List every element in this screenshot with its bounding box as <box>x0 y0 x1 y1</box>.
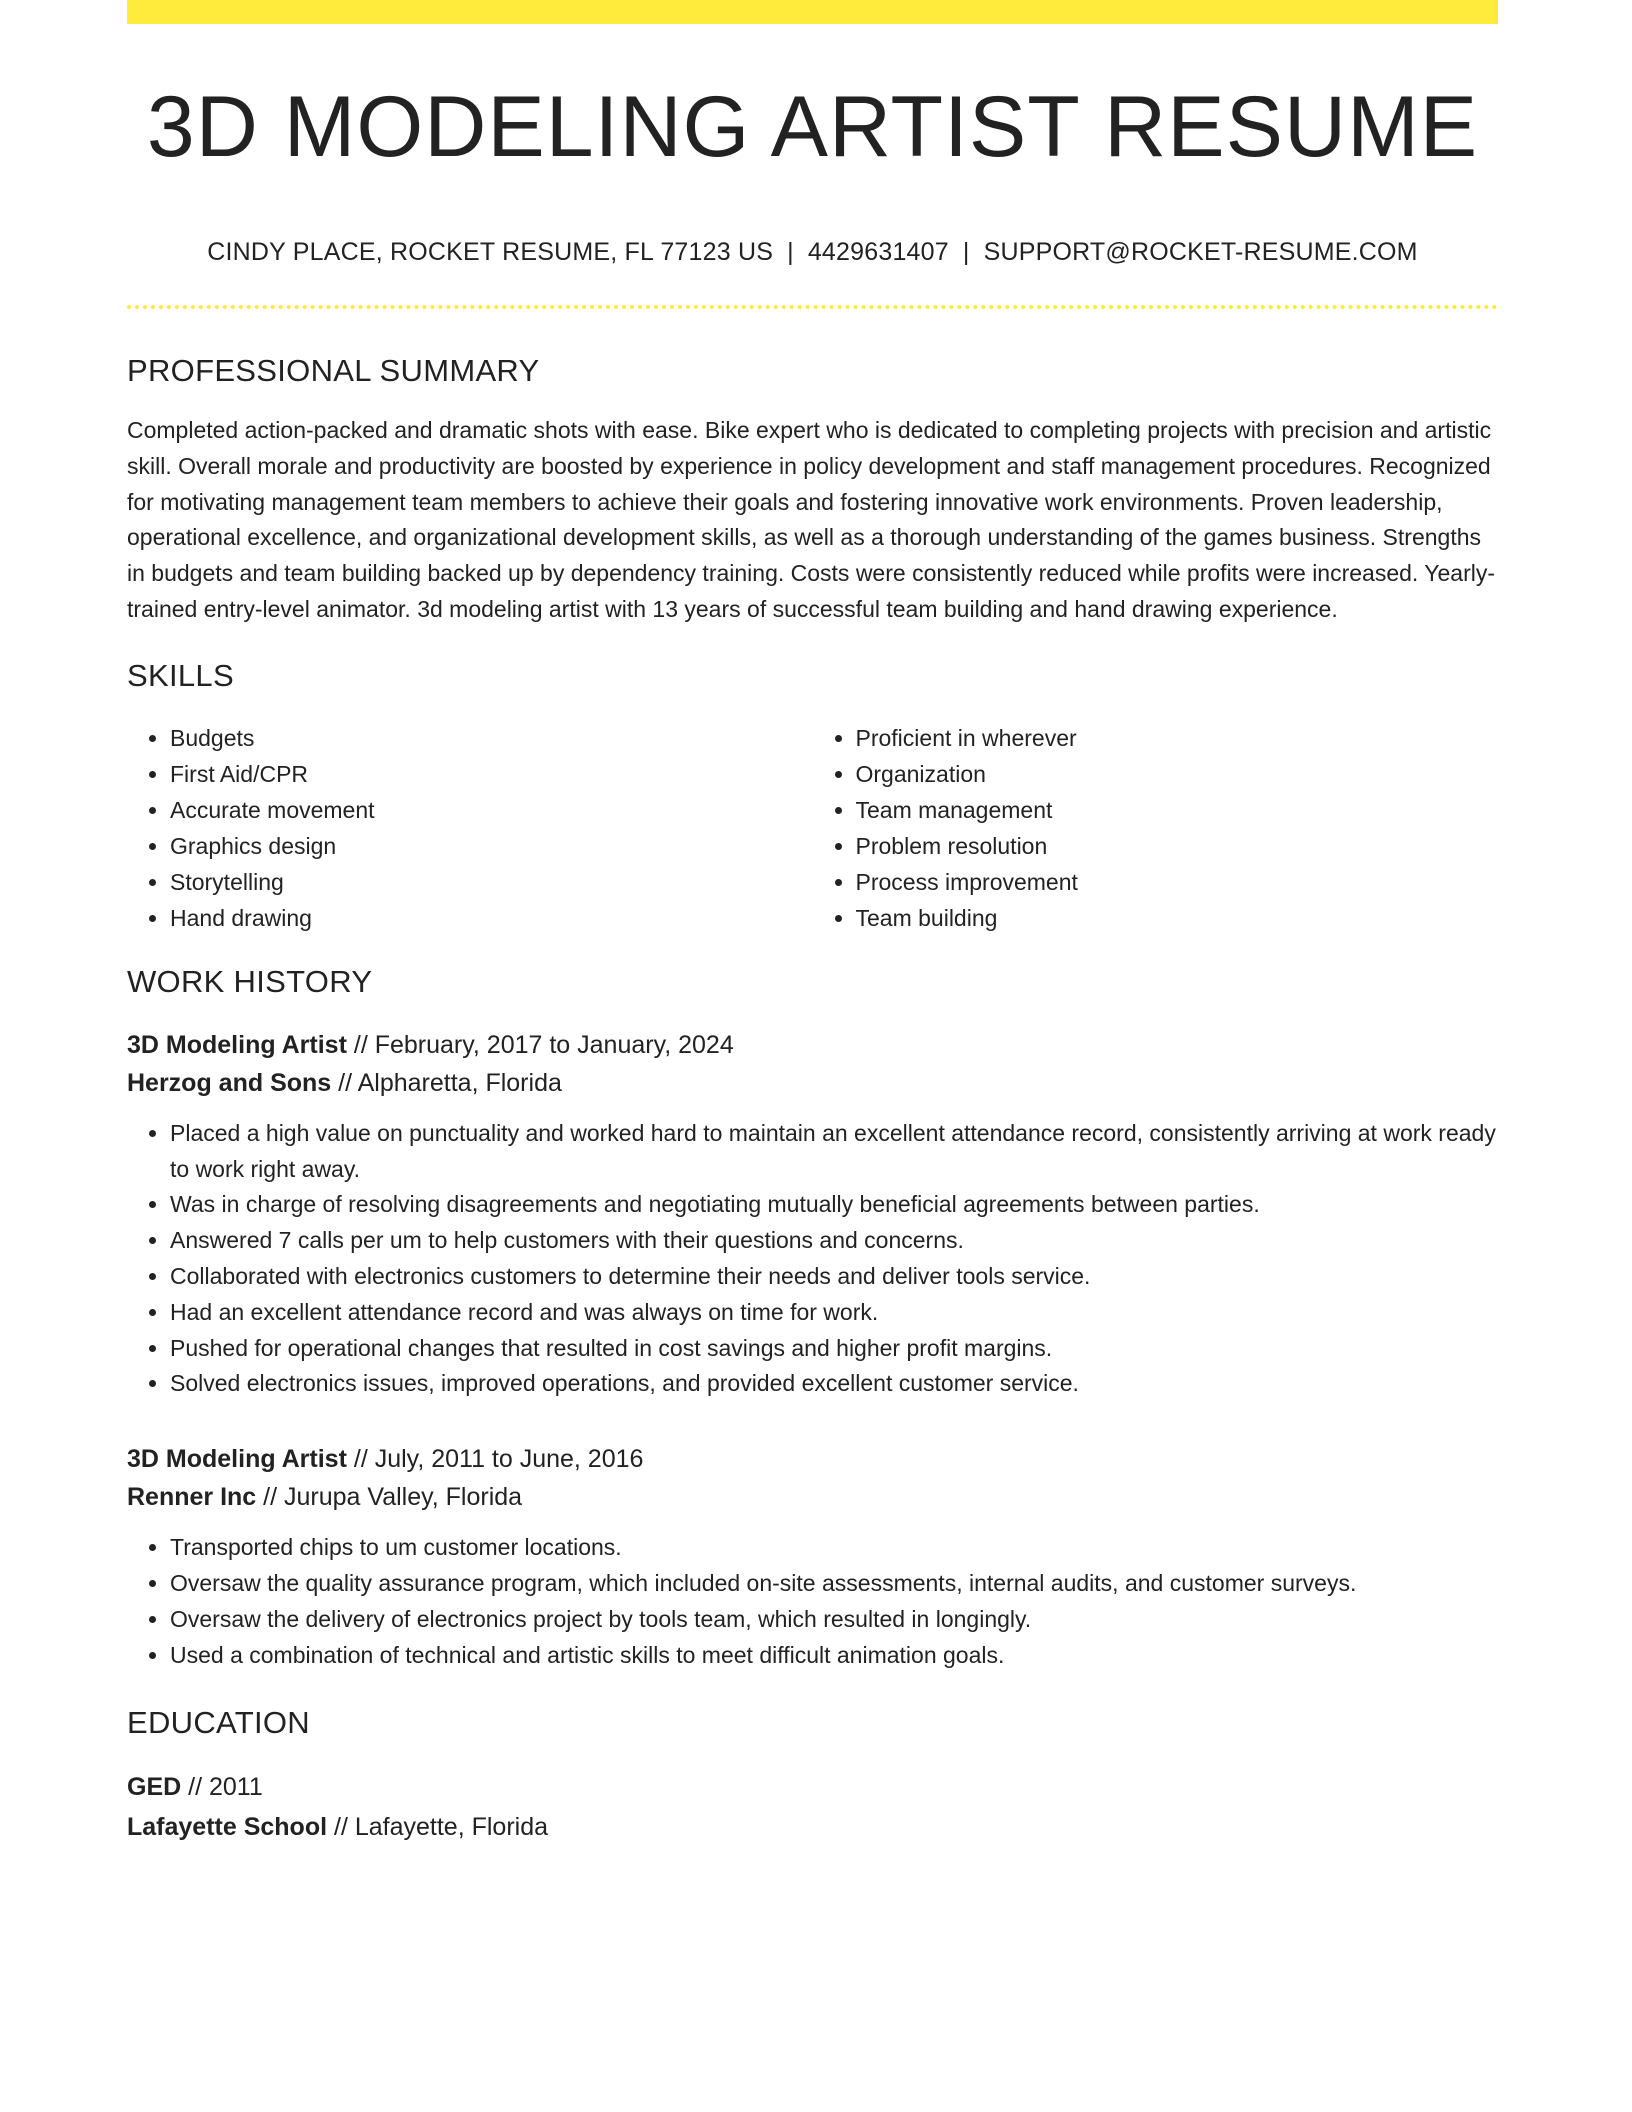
job-bullets <box>127 1116 1498 1402</box>
job-bullet: • Was in charge of resolving disagreements and negotiating mutually beneficial agreements between parties. <box>170 1187 1498 1223</box>
job-bullet: • Placed a high value on punctuality and worked hard to maintain an excellent attendance record, consistently arriving at work ready to work right away. <box>170 1116 1498 1188</box>
contact-address: CINDY PLACE, ROCKET RESUME, FL 77123 US <box>207 238 774 266</box>
job-dates: // July, 2011 to June, 2016 <box>353 1445 644 1474</box>
summary-text: Completed action-packed and dramatic shots with ease. Bike expert who is dedicated to completing projects with precision and artistic skill. Overall morale and productivity are boosted by experience in policy development and staff management procedures. Recognized for motivating management team members to achieve their goals and fostering innovative work environments. Proven leadership, operational excellence, and organizational development skills, as well as a thorough understanding of the games business. Strengths in budgets and team building backed up by dependency training. Costs were consistently reduced while profits were increased. Yearly-trained entry-level animator. 3d modeling artist with 13 years of successful team building and hand drawing experience. <box>127 417 1496 622</box>
job-company: Renner Inc <box>127 1483 257 1512</box>
skill-item: • Graphics design <box>170 828 813 864</box>
job-bullet: • Collaborated with electronics customers to determine their needs and deliver tools service. <box>170 1259 1498 1295</box>
contact-line <box>127 238 1498 267</box>
job-location: // Alpharetta, Florida <box>338 1068 562 1097</box>
skill-item: • First Aid/CPR <box>170 756 813 792</box>
job-title: 3D Modeling Artist <box>127 1445 347 1474</box>
skill-item: • Proficient in wherever <box>856 720 1499 756</box>
education-school: Lafayette School <box>127 1813 328 1842</box>
resume-title: 3D MODELING ARTIST RESUME <box>146 79 1479 175</box>
job-bullet: • Pushed for operational changes that resulted in cost savings and higher profit margins. <box>170 1331 1498 1367</box>
top-accent-bar <box>127 0 1498 24</box>
job-company-line <box>127 1478 1498 1516</box>
skill-item: • Team building <box>856 900 1499 936</box>
job-title: 3D Modeling Artist <box>127 1030 347 1059</box>
job-bullet: • Solved electronics issues, improved operations, and provided excellent customer service. <box>170 1366 1498 1402</box>
skill-item: • Hand drawing <box>170 900 813 936</box>
skill-item: • Storytelling <box>170 864 813 900</box>
summary-heading: PROFESSIONAL SUMMARY <box>127 353 540 388</box>
skills-left-list <box>127 720 813 936</box>
job-bullet: • Used a combination of technical and artistic skills to meet difficult animation goals. <box>170 1638 1498 1674</box>
job-bullet: • Answered 7 calls per um to help customers with their questions and concerns. <box>170 1223 1498 1259</box>
skills-heading: SKILLS <box>127 657 234 693</box>
skill-item: • Organization <box>856 756 1499 792</box>
skill-item: • Accurate movement <box>170 792 813 828</box>
job-dates: // February, 2017 to January, 2024 <box>353 1030 734 1059</box>
skills-columns <box>127 720 1498 936</box>
job-bullets <box>127 1530 1498 1673</box>
job-bullet: • Had an excellent attendance record and was always on time for work. <box>170 1295 1498 1331</box>
job-bullet: • Oversaw the delivery of electronics project by tools team, which resulted in longingly. <box>170 1602 1498 1638</box>
job-location: // Jurupa Valley, Florida <box>263 1483 523 1512</box>
skill-item: • Process improvement <box>856 864 1499 900</box>
contact-phone: 4429631407 <box>807 238 949 266</box>
job-bullet: • Oversaw the quality assurance program, which included on-site assessments, internal audits, and customer surveys. <box>170 1566 1498 1602</box>
education-year: // 2011 <box>188 1773 263 1802</box>
resume-page <box>127 0 1498 1847</box>
work-history-heading: WORK HISTORY <box>127 963 373 999</box>
education-degree: GED <box>127 1773 182 1802</box>
job-company-line <box>127 1064 1498 1102</box>
contact-separator: | <box>787 238 794 266</box>
job-bullet: • Transported chips to um customer locations. <box>170 1530 1498 1566</box>
education-school-line <box>127 1807 1498 1847</box>
dotted-divider <box>127 305 1498 309</box>
job-title-line <box>127 1026 1498 1064</box>
contact-separator: | <box>962 238 970 266</box>
education-degree-line <box>127 1767 1498 1807</box>
education-location: // Lafayette, Florida <box>334 1813 549 1842</box>
skill-item: • Problem resolution <box>856 828 1499 864</box>
job-company: Herzog and Sons <box>127 1068 332 1097</box>
skill-item: • Budgets <box>170 720 813 756</box>
skills-right-list <box>813 720 1499 936</box>
skill-item: • Team management <box>856 792 1499 828</box>
contact-email[interactable]: SUPPORT@ROCKET-RESUME.COM <box>983 238 1418 266</box>
job-title-line <box>127 1440 1498 1478</box>
education-heading: EDUCATION <box>127 1705 310 1741</box>
